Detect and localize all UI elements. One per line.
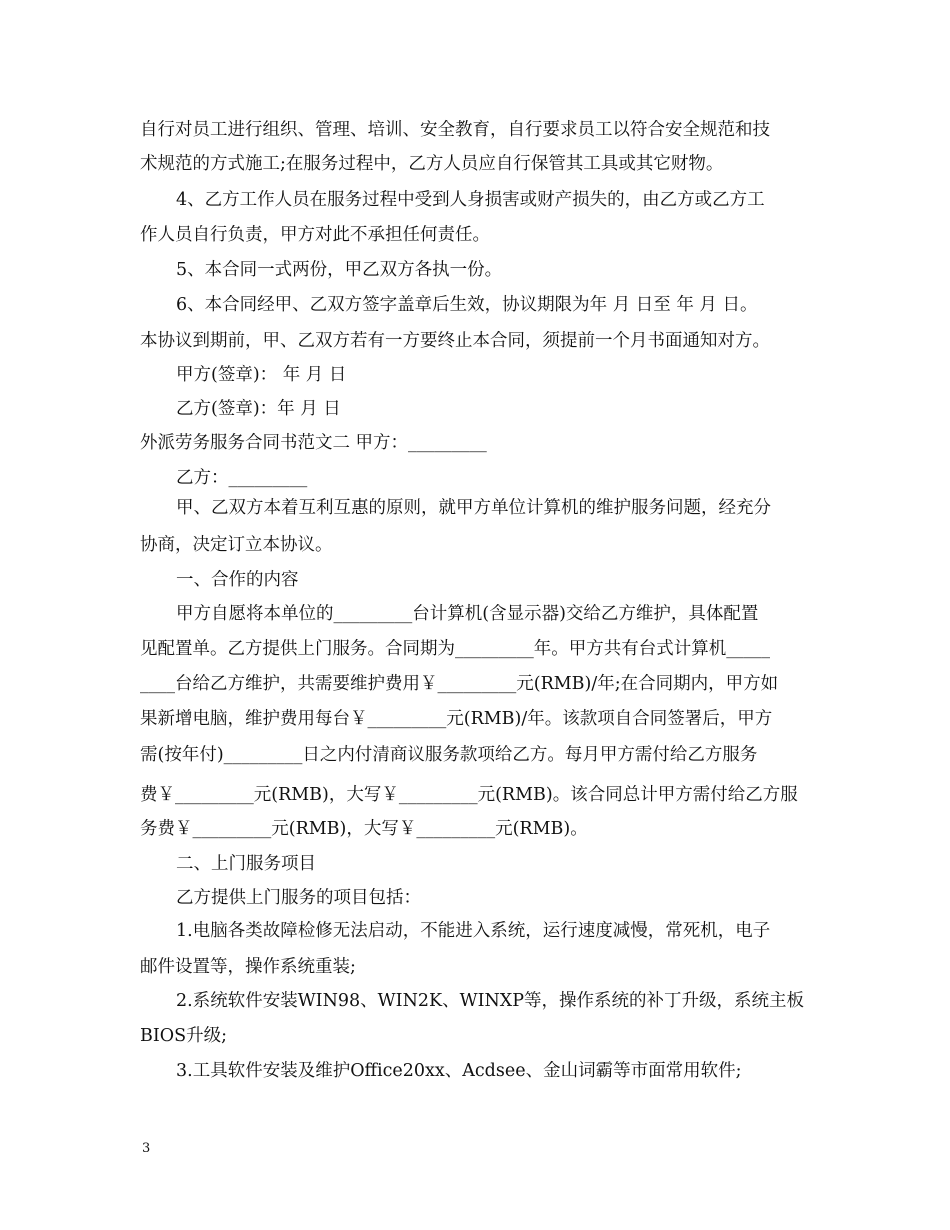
clause-5: 5、本合同一式两份，甲乙双方各执一份。 bbox=[176, 260, 503, 280]
party-b-line: 乙方：_________ bbox=[176, 468, 308, 488]
body-line: 作人员自行负责，甲方对此不承担任何责任。 bbox=[140, 225, 490, 245]
body-line: 甲方自愿将本单位的_________台计算机(含显示器)交给乙方维护，具体配置 bbox=[176, 604, 759, 624]
body-line: 见配置单。乙方提供上门服务。合同期为_________年。甲方共有台式计算机_____ bbox=[140, 639, 770, 659]
page-number: 3 bbox=[142, 1141, 151, 1156]
body-line: 甲、乙双方本着互利互惠的原则，就甲方单位计算机的维护服务问题，经充分 bbox=[176, 498, 771, 518]
body-line: 本协议到期前，甲、乙双方若有一方要终止本合同，须提前一个月书面通知对方。 bbox=[140, 331, 770, 351]
party-b-signature-line: 乙方(签章)：年 月 日 bbox=[176, 399, 341, 419]
body-line: 费￥_________元(RMB)，大写￥_________元(RMB)。该合同总计甲方需付给乙方服 bbox=[140, 785, 798, 805]
service-item-1: 1.电脑各类故障检修无法启动，不能进入系统，运行速度减慢，常死机，电子 bbox=[176, 921, 771, 941]
body-line: 自行对员工进行组织、管理、培训、安全教育，自行要求员工以符合安全规范和技 bbox=[140, 120, 770, 140]
body-line: 果新增电脑，维护费用每台￥_________元(RMB)/年。该款项自合同签署后，甲方 bbox=[140, 709, 773, 729]
body-line: ____台给乙方维护，共需要维护费用￥_________元(RMB)/年;在合同期内，甲方如 bbox=[140, 674, 779, 694]
body-line: 邮件设置等，操作系统重装; bbox=[140, 957, 356, 977]
heading-services: 二、上门服务项目 bbox=[176, 854, 316, 874]
body-line: 需(按年付)_________日之内付清商议服务款项给乙方。每月甲方需付给乙方服务 bbox=[140, 745, 758, 765]
heading-cooperation: 一、合作的内容 bbox=[176, 570, 299, 590]
service-item-2: 2.系统软件安装WIN98、WIN2K、WINXP等，操作系统的补丁升级，系统主板 bbox=[176, 991, 805, 1011]
clause-4: 4、乙方工作人员在服务过程中受到人身损害或财产损失的，由乙方或乙方工 bbox=[176, 190, 765, 210]
body-line: 术规范的方式施工;在服务过程中，乙方人员应自行保管其工具或其它财物。 bbox=[140, 154, 724, 174]
party-a-signature-line: 甲方(签章)： 年 月 日 bbox=[176, 365, 347, 385]
clause-6: 6、本合同经甲、乙双方签字盖章后生效，协议期限为年 月 日至 年 月 日。 bbox=[176, 295, 758, 315]
service-item-3: 3.工具软件安装及维护Office20xx、Acdsee、金山词霸等市面常用软件; bbox=[176, 1061, 742, 1081]
body-line: BIOS升级; bbox=[140, 1026, 228, 1046]
body-line: 协商，决定订立本协议。 bbox=[140, 535, 333, 555]
body-line: 乙方提供上门服务的项目包括： bbox=[176, 888, 421, 908]
body-line: 务费￥_________元(RMB)，大写￥_________元(RMB)。 bbox=[140, 819, 588, 839]
section-title: 外派劳务服务合同书范文二 甲方：_________ bbox=[140, 433, 487, 453]
